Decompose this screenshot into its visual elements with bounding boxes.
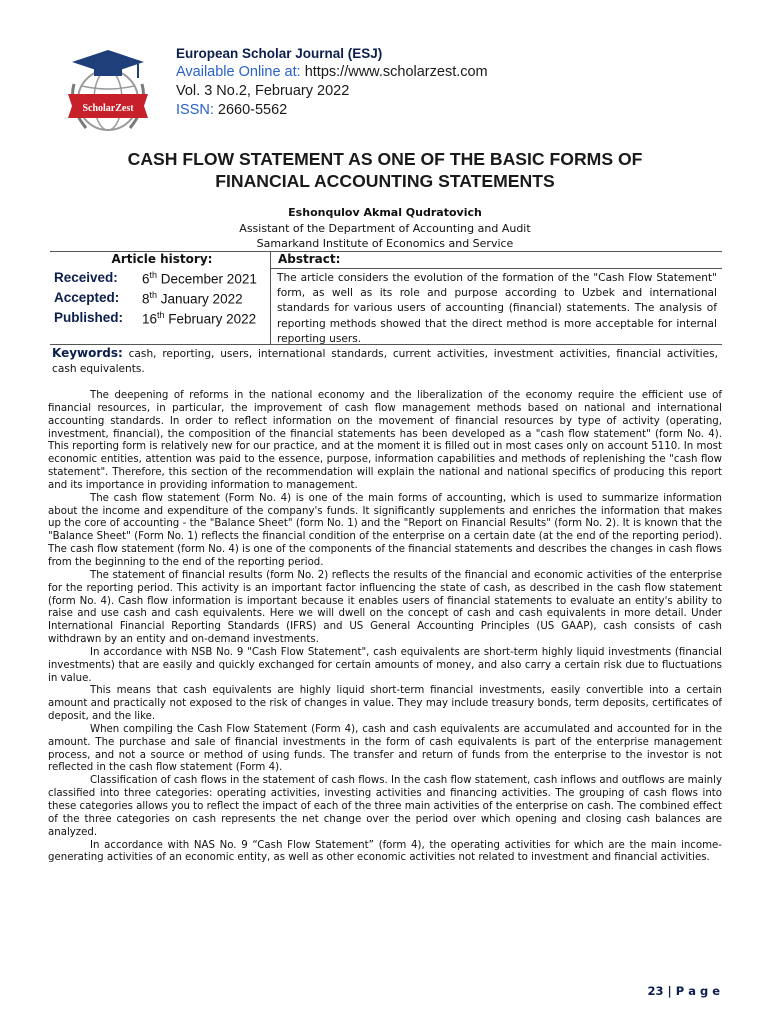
available-line — [176, 63, 488, 82]
paragraph-7: Classification of cash flows in the statement of cash flows. In the cash flow statement, cash inflows and outflows are mainly classified into three categories: operating activities, investing activities and financing activities. The grouping of cash flows into these categories allows you to reflect the impact of each of the three main activities of the enterprise on cash. The combined effect of the three categories on cash represents the net change over the period over which opening and closing cash balances are analyzed. — [48, 775, 722, 838]
paper-title — [40, 148, 730, 192]
title-line-1: CASH FLOW STATEMENT AS ONE OF THE BASIC FORMS OF — [127, 149, 643, 169]
keywords — [52, 346, 718, 377]
paragraph-4: In accordance with NSB No. 9 "Cash Flow Statement", cash equivalents are short-term highly liquid investments (financial investments) that are easily and quickly exchanged for certain amounts of money, and also carry a certain risk due to fluctuations in value. — [48, 646, 722, 684]
affiliation-institute: Samarkand Institute of Economics and Service — [256, 237, 514, 250]
abstract-text: The article considers the evolution of the formation of the "Cash Flow Statement" form, as well as its role and purpose according to Uzbek and international standards for various users of accounting (financial) statements. The analysis of reporting methods showed that the direct method is more acceptable for internal reporting users. — [277, 272, 717, 345]
received-label: Received: — [54, 270, 118, 285]
issn-value: 2660-5562 — [217, 102, 288, 118]
keywords-text: cash, reporting, users, international standards, current activities, investment activities, financial activities, cash equivalents. — [52, 348, 718, 375]
accepted-label: Accepted: — [54, 290, 120, 305]
paragraph-1: The deepening of reforms in the national economy and the liberalization of the economy require the efficient use of financial resources, in particular, the improvement of cash flow management methods based on national and international accounting standards. In order to reflect information on the movement of financial resources by type of activity (operating, investment, financial), the composition of the financial statements has been developed as a "cash flow statement" (form No. 4). This reporting form is relatively new for our practice, and at the moment it is filled out in most cases only on account 5110. In most economic entities, attention was paid to the essence, purpose, information capabilities and methods of replenishing the "cash flow statement". Therefore, this section of the recommendation will explain the national and national specifics of producing this report and its importance in providing information to management. — [48, 390, 722, 491]
table-divider — [270, 251, 271, 344]
title-line-2: FINANCIAL ACCOUNTING STATEMENTS — [215, 171, 555, 191]
paragraph-5: This means that cash equivalents are highly liquid short-term financial investments, easily convertible into a certain amount and practically not exposed to the risk of changes in value. They may include treasury bonds, term deposits, certificates of deposit, and the like. — [48, 685, 722, 723]
body-text — [48, 390, 722, 865]
logo-text: ScholarZest — [82, 103, 134, 114]
paragraph-2: The cash flow statement (Form No. 4) is one of the main forms of accounting, which is used to summarize information about the income and expenditure of the company's funds. It significantly supplements and enriches the information that makes up the core of accounting - the "Balance Sheet" (form No. 1) and the "Report on Financial Results" (form No. 2). It is known that the "Balance Sheet" (Form No. 1) reflects the financial condition of the enterprise on a certain date (at the end of the reporting period). The cash flow statement (form No. 4) is one of the components of the financial statements and describes the changes in cash flows from the beginning to the end of the reporting period. — [48, 492, 722, 568]
article-history-heading: Article history: — [111, 252, 213, 266]
page-number: 23 | P a g e — [647, 984, 720, 998]
accepted-date: 8th January 2022 — [142, 290, 243, 307]
paragraph-3: The statement of financial results (form No. 2) reflects the results of the financial and economic activities of the enterprise for the reporting period. This activity is an important factor influencing the state of cash, as described in the cash flow statement (form No. 4). Cash flow information is important because it enables users of financial statements to evaluate an entity's ability to raise and use cash and cash equivalents. Here we will dwell on the concept of cash and cash equivalents in more detail. Under International Financial Reporting Standards (IFRS) and US General Accounting Principles (US GAAP), cash consists of cash withdrawn by an entity and on-demand investments. — [48, 569, 722, 646]
journal-header — [176, 44, 488, 120]
abstract-heading: Abstract: — [278, 252, 341, 266]
paragraph-6: When compiling the Cash Flow Statement (Form 4), cash and cash equivalents are accumulated and accounted for in the amount. The purchase and sale of financial investments in the form of cash equivalents is part of the enterprise management process, and not a source or method of using funds. The transfer and return of funds from the enterprise to the investor is not reflected in the cash flow statement (Form 4). — [48, 723, 722, 774]
issn-line — [176, 101, 488, 120]
published-date: 16th February 2022 — [142, 310, 257, 327]
available-label: Available Online at: — [176, 64, 301, 80]
keywords-label: Keywords: — [52, 346, 123, 360]
scholarzest-logo — [60, 44, 156, 140]
issn-label: ISSN: — [176, 102, 214, 118]
published-label: Published: — [54, 310, 124, 325]
paragraph-8: In accordance with NAS No. 9 “Cash Flow Statement” (form 4), the operating activities for which are the main income-generating activities of an economic entity, as well as other economic activities not related to investment and financial activities. — [48, 839, 722, 864]
affiliation-department: Assistant of the Department of Accounting and Audit — [239, 222, 531, 235]
author-name: Eshonqulov Akmal Qudratovich — [288, 206, 482, 219]
journal-name: European Scholar Journal (ESJ) — [176, 46, 383, 61]
received-date: 6th December 2021 — [142, 270, 257, 287]
volume-line: Vol. 3 No.2, February 2022 — [176, 83, 350, 99]
available-url[interactable]: https://www.scholarzest.com — [304, 64, 488, 80]
abstract-header-border — [270, 268, 722, 269]
